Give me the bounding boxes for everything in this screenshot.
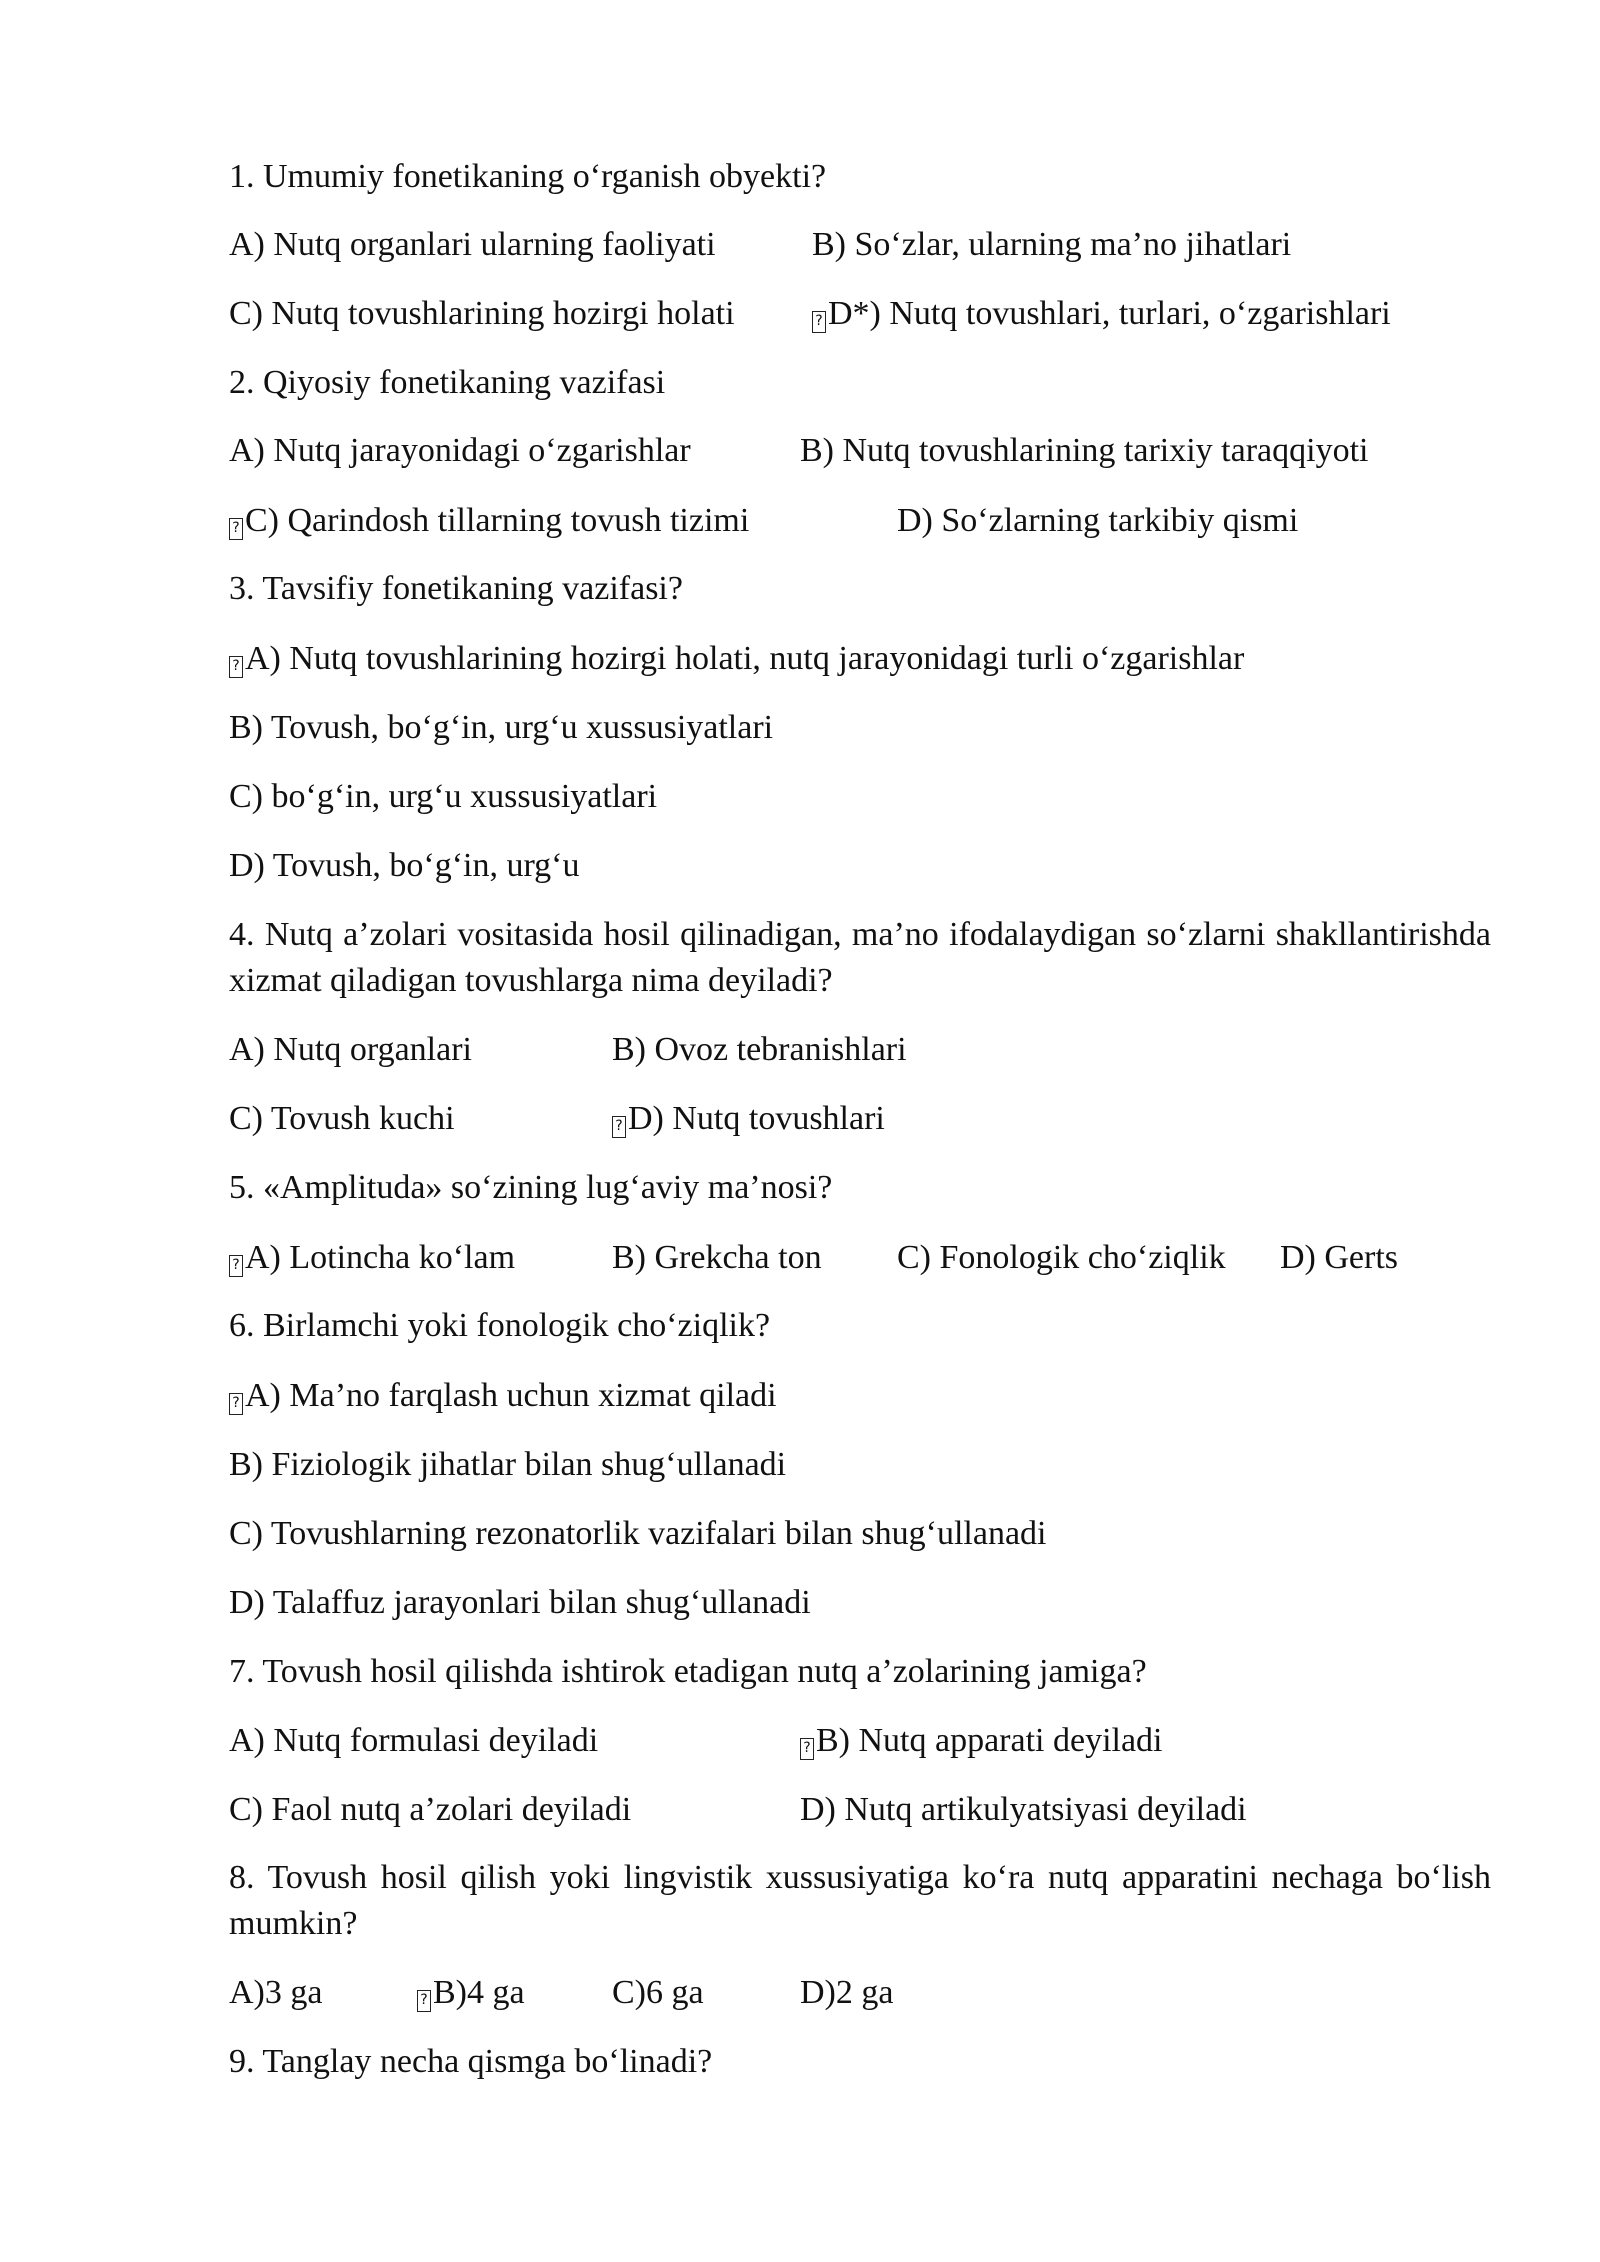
answer-mark-icon: ? bbox=[612, 1116, 626, 1138]
q8-option-b-text: B)4 ga bbox=[433, 1974, 525, 2011]
q2-option-b: B) Nutq tovushlarining tarixiy taraqqiyoti bbox=[800, 432, 1369, 469]
q6-option-b: B) Fiziologik jihatlar bilan shug‘ullanadi bbox=[229, 1446, 787, 1483]
q2-option-a: A) Nutq jarayonidagi o‘zgarishlar bbox=[229, 432, 691, 469]
q5-option-a-text: A) Lotincha ko‘lam bbox=[245, 1239, 516, 1276]
q1-option-c: C) Nutq tovushlarining hozirgi holati bbox=[229, 295, 735, 332]
question-5: 5. «Amplituda» so‘zining lug‘aviy ma’nosi? bbox=[229, 1169, 833, 1206]
question-7: 7. Tovush hosil qilishda ishtirok etadigan nutq a’zolarining jamiga? bbox=[229, 1653, 1147, 1690]
q1-option-d-correct bbox=[812, 291, 1391, 337]
q7-option-a: A) Nutq formulasi deyiladi bbox=[229, 1722, 599, 1759]
question-1: 1. Umumiy fonetikaning o‘rganish obyekti? bbox=[229, 158, 827, 195]
question-8: 8. Tovush hosil qilish yoki lingvistik xussusiyatiga ko‘ra nutq apparatini nechaga bo‘lish mumkin? bbox=[229, 1859, 1491, 1942]
q2-option-c-text: C) Qarindosh tillarning tovush tizimi bbox=[245, 502, 750, 539]
q6-option-a-text: A) Ma’no farqlash uchun xizmat qiladi bbox=[245, 1377, 777, 1414]
q8-option-d: D)2 ga bbox=[800, 1974, 894, 2011]
answer-mark-icon: ? bbox=[812, 311, 826, 333]
q5-option-d: D) Gerts bbox=[1280, 1239, 1399, 1276]
q6-option-a-correct bbox=[229, 1373, 777, 1419]
question-2: 2. Qiyosiy fonetikaning vazifasi bbox=[229, 364, 666, 401]
q7-option-b-correct bbox=[800, 1718, 1163, 1764]
question-4: 4. Nutq a’zolari vositasida hosil qilinadigan, ma’no ifodalaydigan so‘zlarni shakllantirishda xizmat qiladigan tovushlarga nima deyiladi? bbox=[229, 916, 1491, 999]
q5-option-b: B) Grekcha ton bbox=[612, 1239, 822, 1276]
q8-option-b-correct bbox=[417, 1970, 525, 2016]
answer-mark-icon: ? bbox=[229, 1255, 243, 1277]
q5-option-c: C) Fonologik cho‘ziqlik bbox=[897, 1239, 1226, 1276]
question-9: 9. Tanglay necha qismga bo‘linadi? bbox=[229, 2043, 713, 2080]
q3-option-b: B) Tovush, bo‘g‘in, urg‘u xussusiyatlari bbox=[229, 709, 774, 746]
q4-option-b: B) Ovoz tebranishlari bbox=[612, 1031, 907, 1068]
q4-option-c: C) Tovush kuchi bbox=[229, 1100, 455, 1137]
q6-option-d: D) Talaffuz jarayonlari bilan shug‘ullanadi bbox=[229, 1584, 811, 1621]
answer-mark-icon: ? bbox=[229, 1393, 243, 1415]
q5-option-a-correct bbox=[229, 1235, 515, 1281]
q3-option-a-correct bbox=[229, 636, 1244, 682]
q4-option-d-correct bbox=[612, 1096, 885, 1142]
q4-option-a: A) Nutq organlari bbox=[229, 1031, 472, 1068]
answer-mark-icon: ? bbox=[417, 1990, 431, 2012]
q3-option-d: D) Tovush, bo‘g‘in, urg‘u bbox=[229, 847, 580, 884]
q4-option-d-text: D) Nutq tovushlari bbox=[628, 1100, 885, 1137]
q6-option-c: C) Tovushlarning rezonatorlik vazifalari bilan shug‘ullanadi bbox=[229, 1515, 1047, 1552]
q1-option-a: A) Nutq organlari ularning faoliyati bbox=[229, 226, 716, 263]
question-6: 6. Birlamchi yoki fonologik cho‘ziqlik? bbox=[229, 1307, 771, 1344]
q7-option-b-text: B) Nutq apparati deyiladi bbox=[816, 1722, 1163, 1759]
answer-mark-icon: ? bbox=[800, 1738, 814, 1760]
q7-option-d: D) Nutq artikulyatsiyasi deyiladi bbox=[800, 1791, 1247, 1828]
question-3: 3. Tavsifiy fonetikaning vazifasi? bbox=[229, 570, 683, 607]
q8-option-a: A)3 ga bbox=[229, 1974, 323, 2011]
q1-option-b: B) So‘zlar, ularning ma’no jihatlari bbox=[812, 226, 1292, 263]
q3-option-c: C) bo‘g‘in, urg‘u xussusiyatlari bbox=[229, 778, 658, 815]
q7-option-c: C) Faol nutq a’zolari deyiladi bbox=[229, 1791, 632, 1828]
answer-mark-icon: ? bbox=[229, 656, 243, 678]
q3-option-a-text: A) Nutq tovushlarining hozirgi holati, nutq jarayonidagi turli o‘zgarishlar bbox=[245, 640, 1245, 677]
answer-mark-icon: ? bbox=[229, 518, 243, 540]
q1-option-d-text: D*) Nutq tovushlari, turlari, o‘zgarishlari bbox=[828, 295, 1391, 332]
q2-option-d: D) So‘zlarning tarkibiy qismi bbox=[897, 502, 1299, 539]
q8-option-c: C)6 ga bbox=[612, 1974, 704, 2011]
q2-option-c-correct bbox=[229, 498, 749, 544]
